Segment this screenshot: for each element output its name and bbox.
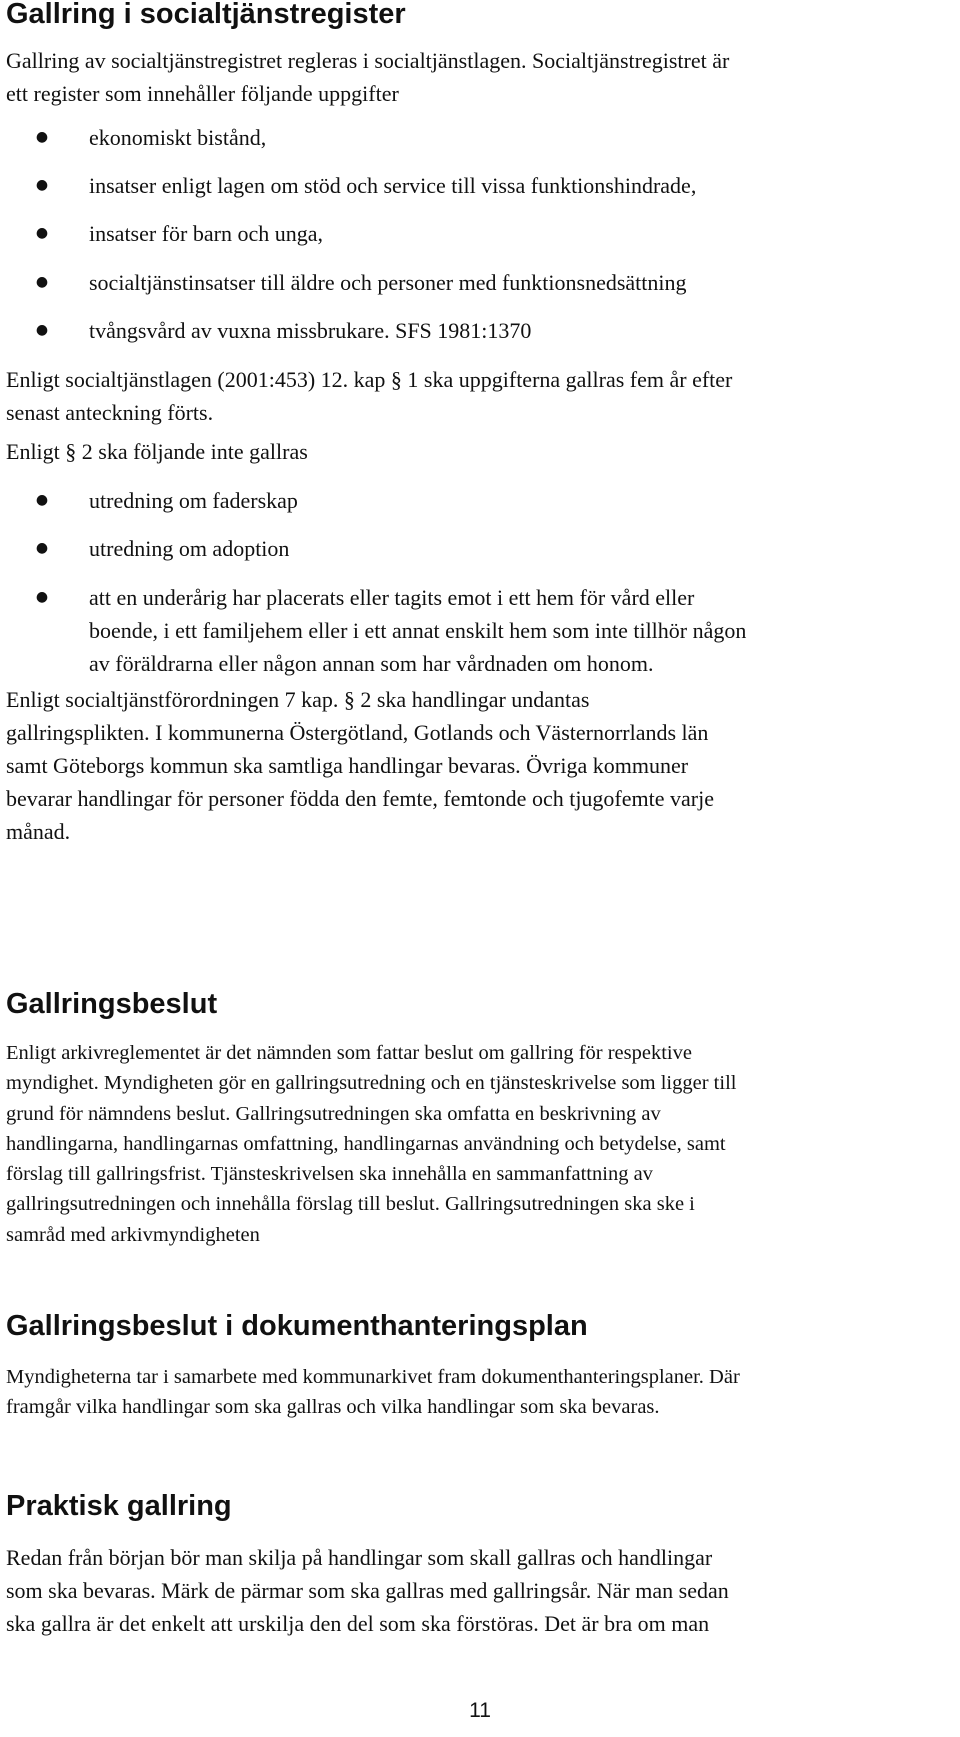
section-heading: Praktisk gallring xyxy=(6,1490,232,1522)
text-line: månad. xyxy=(6,819,71,844)
text-line: boende, i ett familjehem eller i ett annat enskilt hem som inte tillhör någon xyxy=(89,618,747,643)
text-line: av föräldrarna eller någon annan som har vårdnaden om honom. xyxy=(89,651,654,676)
page-number: 11 xyxy=(469,1699,491,1722)
list-item-text: insatser enligt lagen om stöd och service till vissa funktionshindrade, xyxy=(89,173,697,198)
bullet-icon: ● xyxy=(35,492,49,508)
list-item-text: socialtjänstinsatser till äldre och personer med funktionsnedsättning xyxy=(89,270,687,295)
section-heading: Gallringsbeslut i dokumenthanteringsplan xyxy=(6,1310,588,1342)
bullet-icon: ● xyxy=(35,589,49,605)
text-line: gallringsplikten. I kommunerna Östergötland, Gotlands och Västernorrlands län xyxy=(6,720,709,745)
paragraph xyxy=(6,1541,729,1640)
list-item-text xyxy=(89,581,949,680)
text-line: framgår vilka handlingar som ska gallras och vilka handlingar som ska bevaras. xyxy=(6,1396,660,1419)
text-line: som ska bevaras. Märk de pärmar som ska gallras med gallringsår. När man sedan xyxy=(6,1578,729,1603)
paragraph xyxy=(6,683,714,848)
text-line: Enligt socialtjänstförordningen 7 kap. § 2 ska handlingar undantas xyxy=(6,687,590,712)
paragraph xyxy=(6,1038,736,1250)
text-line: handlingarna, handlingarnas omfattning, handlingarnas användning och betydelse, samt xyxy=(6,1132,726,1155)
text-line: senast anteckning förts. xyxy=(6,400,214,425)
bullet-icon: ● xyxy=(35,129,49,145)
bullet-icon: ● xyxy=(35,177,49,193)
text-line: att en underårig har placerats eller tagits emot i ett hem för vård eller xyxy=(89,585,695,610)
text-line: ett register som innehåller följande uppgifter xyxy=(6,81,399,106)
text-line: samråd med arkivmyndigheten xyxy=(6,1223,260,1246)
list-item-text: tvångsvård av vuxna missbrukare. SFS 1981:1370 xyxy=(89,318,532,343)
text-line: ska gallra är det enkelt att urskilja den del som ska förstöras. Det är bra om man xyxy=(6,1611,710,1636)
text-line: Enligt § 2 ska följande inte gallras xyxy=(6,439,308,464)
text-line: gallringsutredningen och innehålla förslag till beslut. Gallringsutredningen ska ske i xyxy=(6,1193,695,1216)
list-item-text: utredning om faderskap xyxy=(89,488,298,513)
paragraph xyxy=(6,435,308,468)
list-item-text: ekonomiskt bistånd, xyxy=(89,125,267,150)
text-line: myndighet. Myndigheten gör en gallringsutredning och en tjänsteskrivelse som ligger till xyxy=(6,1072,737,1095)
text-line: Myndigheterna tar i samarbete med kommunarkivet fram dokumenthanteringsplaner. Där xyxy=(6,1366,740,1388)
text-line: förslag till gallringsfrist. Tjänsteskrivelsen ska innehålla en sammanfattning av xyxy=(6,1163,653,1186)
bullet-icon: ● xyxy=(35,274,49,290)
text-line: bevarar handlingar för personer födda den femte, femtonde och tjugofemte varje xyxy=(6,786,714,811)
text-line: Enligt arkivreglementet är det nämnden som fattar beslut om gallring för respektive xyxy=(6,1042,692,1064)
list-item-text: insatser för barn och unga, xyxy=(89,221,323,246)
text-line: Enligt socialtjänstlagen (2001:453) 12. kap § 1 ska uppgifterna gallras fem år efter xyxy=(6,367,733,392)
paragraph xyxy=(6,1362,740,1423)
list-item-text: utredning om adoption xyxy=(89,536,290,561)
section-heading: Gallring i socialtjänstregister xyxy=(6,0,406,30)
bullet-icon: ● xyxy=(35,225,49,241)
bullet-icon: ● xyxy=(35,540,49,556)
text-line: samt Göteborgs kommun ska samtliga handlingar bevaras. Övriga kommuner xyxy=(6,753,689,778)
text-line: Gallring av socialtjänstregistret regleras i socialtjänstlagen. Socialtjänstregistret är xyxy=(6,48,730,73)
text-line: grund för nämndens beslut. Gallringsutredningen ska omfatta en beskrivning av xyxy=(6,1102,661,1125)
section-heading: Gallringsbeslut xyxy=(6,988,218,1020)
text-line: Redan från början bör man skilja på handlingar som skall gallras och handlingar xyxy=(6,1545,713,1570)
bullet-icon: ● xyxy=(35,322,49,338)
paragraph xyxy=(6,363,732,429)
intro-paragraph xyxy=(6,44,729,110)
